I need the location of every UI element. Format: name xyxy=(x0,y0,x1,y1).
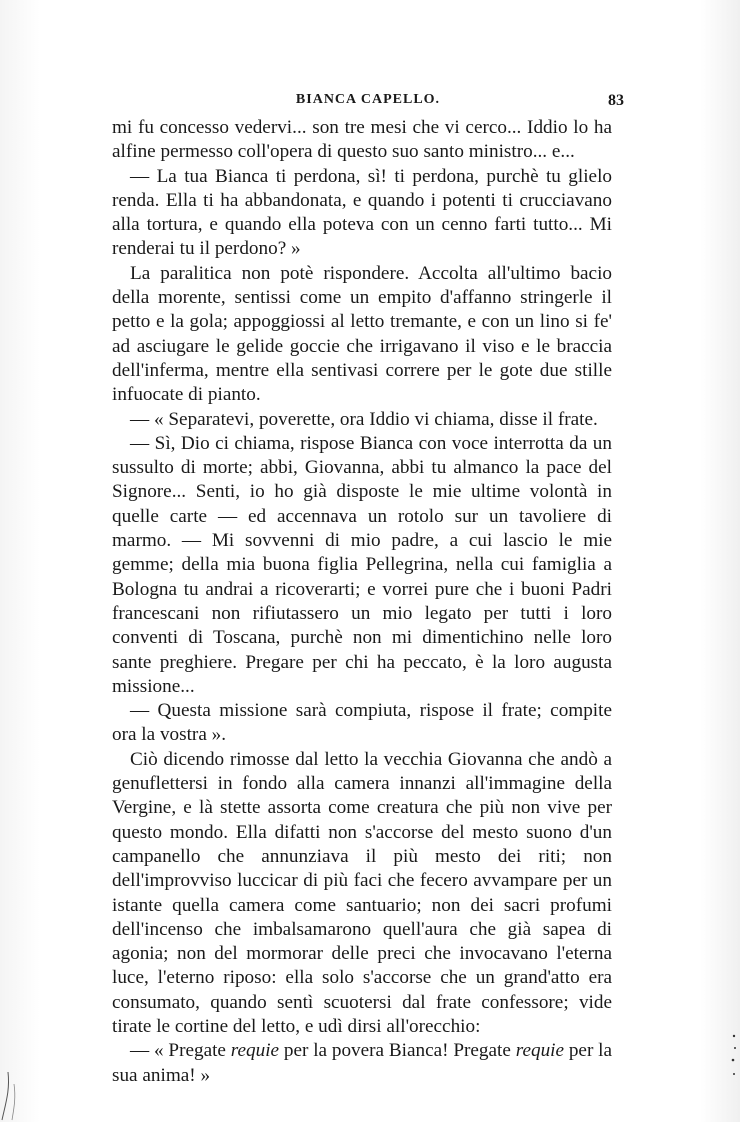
italic-run: requie xyxy=(230,1040,280,1062)
margin-specks xyxy=(730,1030,738,1080)
paragraph xyxy=(112,165,612,262)
page-number: 83 xyxy=(608,92,624,109)
paragraph xyxy=(112,408,612,432)
italic-run: requie xyxy=(515,1040,565,1062)
paragraph xyxy=(112,262,612,408)
body-text xyxy=(112,116,612,1088)
text-run: per la sua anima! » xyxy=(112,1040,612,1086)
paragraph xyxy=(112,1039,612,1088)
text-run: — « Separatevi, poverette, ora Iddio vi chiama, disse il frate. xyxy=(130,408,598,430)
text-run: Ciò dicendo rimosse dal letto la vecchia Giovanna che andò a genuflettersi in fondo alla camera innanzi all'immagine della Vergine, e là stette assorta come creatura che più non vive per questo mondo. Ella difatti non s'accorse del mesto suono d'un campanello che annunziava il più mesto dei riti; non dell'improvviso luccicar di più faci che fecero avvampare per un istante quella camera come santuario; non dei sacri profumi dell'incenso che imbalsamarono quell'aura che già sapea di agonia; non del mormorar delle preci che invocavano l'eterna luce, l'eterno riposo: ella solo s'accorse che un grand'atto era consumato, quando sentì scuotersi dal frate confessore; vide tirate le cortine del letto, e udì dirsi all'orecchio: xyxy=(112,748,612,1037)
text-run: — Questa missione sarà compiuta, rispose il frate; compite ora la vostra ». xyxy=(112,700,612,746)
paragraph xyxy=(112,748,612,1040)
paragraph xyxy=(112,699,612,748)
paragraph xyxy=(112,116,612,165)
text-run: per la povera Bianca! Pregate xyxy=(279,1040,516,1062)
text-run: — La tua Bianca ti perdona, sì! ti perdona, purchè tu glielo renda. Ella ti ha abbandonata, e quando i potenti ti crucciavano alla tortura, e quando ella poteva con un cenno farti tutto... Mi renderai tu il perdono? » xyxy=(112,165,612,260)
page-header xyxy=(112,92,624,114)
page-edge-mark xyxy=(0,1062,22,1122)
running-head: BIANCA CAPELLO. xyxy=(295,92,441,107)
text-run: mi fu concesso vedervi... son tre mesi che vi cerco... Iddio lo ha alfine permesso coll'opera di questo suo santo ministro... e... xyxy=(112,117,612,163)
text-run: La paralitica non potè rispondere. Accolta all'ultimo bacio della morente, sentissi come un empito d'affanno stringerle il petto e la gola; appoggiossi al letto tremante, e con un lino si fe' ad asciugare le gelide goccie che irrigavano il viso e le braccia dell'inferma, mentre ella sentivasi correre per le gote due stille infuocate di pianto. xyxy=(112,262,612,406)
paragraph xyxy=(112,432,612,699)
text-run: — « Pregate xyxy=(130,1040,231,1062)
text-run: — Sì, Dio ci chiama, rispose Bianca con voce interrotta da un sussulto di morte; abbi, Giovanna, abbi tu almanco la pace del Signore... Senti, io ho già disposte le mie ultime volontà in quelle carte — ed accennava un rotolo sur un tavoliere di marmo. — Mi sovvenni di mio padre, a cui lascio le mie gemme; della mia buona figlia Pellegrina, nella cui famiglia a Bologna tu andrai a ricoverarti; e vorrei pure che i buoni Padri francescani non rifiutassero un mio legato per tutti i loro conventi di Toscana, purchè non mi dimentichino nelle loro sante preghiere. Pregare per chi ha peccato, è la loro augusta missione... xyxy=(112,432,612,697)
